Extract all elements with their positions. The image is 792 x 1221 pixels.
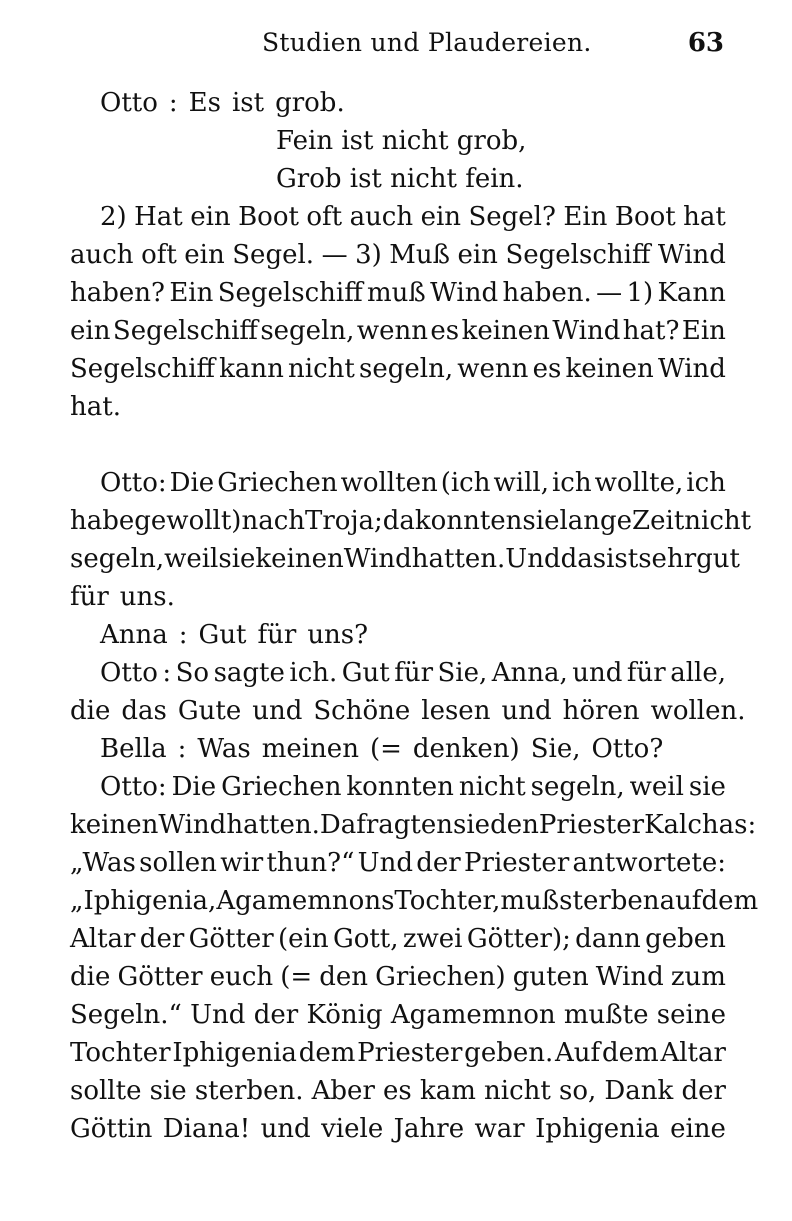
- text-line: [70, 692, 746, 730]
- word: Segel?: [468, 202, 556, 232]
- word: Priester: [464, 848, 570, 878]
- text-line: [70, 274, 726, 312]
- word: Kann: [657, 278, 726, 308]
- word: Hat: [134, 202, 183, 232]
- word: muß: [367, 278, 426, 308]
- word: kam: [419, 1076, 476, 1106]
- word: Sie,: [437, 658, 488, 688]
- text-line: [70, 198, 726, 236]
- word: denken): [412, 734, 520, 764]
- word: —: [596, 278, 623, 308]
- word: Segelschiff: [505, 240, 651, 270]
- word: uns?: [307, 620, 369, 650]
- word: es: [383, 1076, 412, 1106]
- word: keinen: [565, 354, 654, 384]
- word: ich: [551, 468, 592, 498]
- word: wollten: [340, 468, 438, 498]
- word: der: [681, 1076, 726, 1106]
- word: antwortete:: [572, 848, 726, 878]
- text-line: [70, 616, 726, 654]
- word: das: [121, 696, 167, 726]
- page-number: 63: [687, 28, 724, 58]
- text-line: [70, 1034, 726, 1072]
- word: Muß: [389, 240, 450, 270]
- word: viele: [321, 1114, 384, 1144]
- word: oft: [306, 202, 343, 232]
- word: grob.: [275, 88, 345, 118]
- word: weil: [629, 772, 684, 802]
- word: und: [572, 658, 623, 688]
- word: konnten: [346, 772, 454, 802]
- word: seine: [656, 1000, 726, 1030]
- word: nicht: [684, 506, 752, 536]
- word: die: [70, 962, 111, 992]
- word: uns.: [119, 582, 175, 612]
- word: König: [306, 1000, 383, 1030]
- word: Die: [171, 772, 217, 802]
- word: wollte,: [594, 468, 684, 498]
- word: Otto: [100, 88, 158, 118]
- word: Auf: [555, 1038, 601, 1068]
- word: so,: [559, 1076, 597, 1106]
- word: Boot: [238, 202, 299, 232]
- word: oft: [141, 240, 177, 270]
- word: 2): [100, 202, 127, 232]
- word: nicht: [288, 354, 355, 384]
- verse-line: Fein ist nicht grob,: [276, 126, 527, 156]
- text-line: [70, 84, 726, 122]
- word: Otto?: [591, 734, 664, 764]
- word: dem: [701, 886, 759, 916]
- word: Ein: [169, 278, 214, 308]
- word: für: [70, 582, 109, 612]
- word: kann: [219, 354, 284, 384]
- word: weil: [164, 544, 219, 574]
- word: (ein: [278, 924, 329, 954]
- word: Segelschiff: [217, 278, 363, 308]
- word: ein: [190, 202, 231, 232]
- word: Wind: [657, 240, 726, 270]
- word: will,: [493, 468, 549, 498]
- word: dem: [298, 1038, 356, 1068]
- word: Priester: [538, 810, 645, 840]
- word: Ein: [681, 316, 726, 346]
- word: alle,: [670, 658, 726, 688]
- word: haben?: [70, 278, 165, 308]
- text-line: [70, 958, 726, 996]
- word: sollte: [70, 1076, 142, 1106]
- word: hatten.: [226, 810, 320, 840]
- word: zwei: [402, 924, 463, 954]
- word: Und: [505, 544, 561, 574]
- word: Gott,: [332, 924, 399, 954]
- word: Wind: [657, 354, 726, 384]
- word: (=: [280, 962, 313, 992]
- word: Gut: [198, 620, 247, 650]
- word: der: [139, 924, 185, 954]
- word: Griechen): [375, 962, 506, 992]
- word: für: [626, 658, 666, 688]
- word: Gut: [341, 658, 390, 688]
- word: :: [168, 88, 178, 118]
- word: sterben: [559, 886, 660, 916]
- word: Sie,: [530, 734, 581, 764]
- body-text: [70, 84, 759, 1148]
- word: ein: [457, 240, 498, 270]
- word: :: [178, 620, 188, 650]
- word: auch: [349, 202, 414, 232]
- word: Wind: [430, 278, 499, 308]
- word: Aber: [311, 1076, 375, 1106]
- word: segeln,: [530, 772, 625, 802]
- word: den: [490, 810, 539, 840]
- word: Es: [188, 88, 221, 118]
- word: lesen: [421, 696, 491, 726]
- word: dem: [601, 1038, 659, 1068]
- word: die: [70, 696, 111, 726]
- word: und: [252, 696, 303, 726]
- word: es: [430, 316, 460, 346]
- word: Ein: [563, 202, 608, 232]
- word: sie: [218, 544, 256, 574]
- word: Und: [357, 848, 413, 878]
- word: 3): [355, 240, 382, 270]
- word: Agamemnon: [390, 1000, 556, 1030]
- word: wollen.: [650, 696, 746, 726]
- word: keinen: [255, 544, 344, 574]
- word: guten: [512, 962, 589, 992]
- word: Zeit: [632, 506, 685, 536]
- word: Otto:: [100, 468, 167, 498]
- word: Kalchas:: [644, 810, 757, 840]
- text-line: [70, 996, 726, 1034]
- word: lange: [559, 506, 633, 536]
- word: den: [319, 962, 369, 992]
- text-line: [70, 540, 740, 578]
- word: hat?: [622, 316, 680, 346]
- word: :: [162, 658, 172, 688]
- word: eine: [670, 1114, 726, 1144]
- word: hatten.: [411, 544, 506, 574]
- text-line: [70, 578, 726, 616]
- word: wenn: [457, 354, 529, 384]
- text-line: [70, 502, 752, 540]
- word: segeln,: [260, 316, 355, 346]
- word: ich.: [289, 658, 338, 688]
- word: Tochter: [70, 1038, 171, 1068]
- word: sterben.: [194, 1076, 304, 1106]
- text-line: [70, 730, 726, 768]
- word: Iphigenia: [172, 1038, 297, 1068]
- word: der: [416, 848, 461, 878]
- text-line: [70, 1110, 726, 1148]
- word: Griechen: [221, 772, 342, 802]
- word: gut: [696, 544, 740, 574]
- word: Otto: [100, 658, 158, 688]
- word: Schöne: [313, 696, 411, 726]
- word: thun?“: [266, 848, 355, 878]
- word: mußte: [563, 1000, 649, 1030]
- word: So: [175, 658, 210, 688]
- word: es: [532, 354, 562, 384]
- word: :: [177, 734, 187, 764]
- word: Altar: [70, 924, 136, 954]
- word: ein: [184, 240, 225, 270]
- word: sie: [522, 506, 560, 536]
- word: habe: [70, 506, 135, 536]
- text-line: [70, 312, 726, 350]
- word: für: [394, 658, 433, 688]
- word: geben.: [464, 1038, 554, 1068]
- word: —: [321, 240, 348, 270]
- word: fragten: [356, 810, 454, 840]
- text-line: [70, 1072, 726, 1110]
- word: Segelschiff: [112, 316, 258, 346]
- word: Götter: [188, 924, 274, 954]
- word: wenn: [356, 316, 428, 346]
- word: Bella: [100, 734, 167, 764]
- word: (ich: [440, 468, 491, 498]
- word: geben: [645, 924, 726, 954]
- word: 1): [626, 278, 654, 308]
- word: sie: [688, 772, 726, 802]
- word: Troja;: [305, 506, 383, 536]
- word: muß: [500, 886, 560, 916]
- text-line: [70, 806, 757, 844]
- word: sagte: [213, 658, 285, 688]
- text-line: [70, 464, 726, 502]
- verse-line: Grob ist nicht fein.: [276, 164, 524, 194]
- word: Tochter,: [394, 886, 501, 916]
- word: ein: [70, 316, 111, 346]
- word: ist: [606, 544, 639, 574]
- word: Segel.: [232, 240, 315, 270]
- word: Götter: [117, 962, 203, 992]
- word: für: [257, 620, 297, 650]
- word: Griechen: [217, 468, 338, 498]
- word: sie: [149, 1076, 187, 1106]
- word: der: [253, 1000, 299, 1030]
- text-line: [70, 882, 759, 920]
- word: hat: [683, 202, 726, 232]
- word: keinen: [461, 316, 550, 346]
- word: sie: [453, 810, 491, 840]
- word: Diana!: [162, 1114, 251, 1144]
- word: Göttin: [70, 1114, 153, 1144]
- text-line: [70, 388, 726, 426]
- word: euch: [209, 962, 274, 992]
- word: Was: [197, 734, 251, 764]
- word: Altar: [660, 1038, 726, 1068]
- word: Agamemnons: [216, 886, 395, 916]
- word: da: [382, 506, 415, 536]
- word: Wind: [552, 316, 621, 346]
- word: Da: [319, 810, 357, 840]
- word: das: [560, 544, 607, 574]
- running-title: Studien und Plaudereien.: [262, 28, 592, 57]
- text-line: [70, 920, 726, 958]
- word: Anna,: [491, 658, 568, 688]
- word: Jahre: [393, 1114, 465, 1144]
- word: gewollt): [134, 506, 242, 536]
- word: Priester: [357, 1038, 463, 1068]
- word: konnten: [414, 506, 523, 536]
- text-line: [70, 236, 726, 274]
- word: ein: [420, 202, 462, 232]
- word: Wind: [158, 810, 227, 840]
- word: segeln,: [359, 354, 454, 384]
- word: und: [260, 1114, 311, 1144]
- word: hat.: [70, 392, 121, 422]
- word: Iphigenia: [535, 1114, 660, 1144]
- word: Wind: [343, 544, 412, 574]
- word: Dank: [604, 1076, 674, 1106]
- word: Boot: [614, 202, 676, 232]
- word: ist: [231, 88, 265, 118]
- text-line: [70, 768, 726, 806]
- word: Die: [169, 468, 215, 498]
- text-line: [70, 350, 726, 388]
- word: meinen: [261, 734, 359, 764]
- word: sehr: [638, 544, 697, 574]
- word: Segelschiff: [70, 354, 215, 384]
- word: nicht: [484, 1076, 551, 1106]
- word: und: [501, 696, 552, 726]
- word: segeln,: [70, 544, 165, 574]
- text-line: [70, 844, 726, 882]
- text-line: [70, 654, 726, 692]
- word: war: [474, 1114, 525, 1144]
- word: dann: [575, 924, 641, 954]
- word: auch: [70, 240, 134, 270]
- word: auf: [659, 886, 702, 916]
- word: „Iphigenia,: [70, 886, 217, 916]
- word: Anna: [100, 620, 168, 650]
- word: zum: [670, 962, 726, 992]
- word: wir: [220, 848, 264, 878]
- word: Otto:: [100, 772, 167, 802]
- word: Segeln.“: [70, 1000, 182, 1030]
- word: ich: [686, 468, 726, 498]
- word: (=: [369, 734, 402, 764]
- page-header: [0, 28, 792, 68]
- word: Und: [190, 1000, 246, 1030]
- word: Gute: [177, 696, 242, 726]
- word: nach: [241, 506, 306, 536]
- word: hören: [562, 696, 640, 726]
- word: nicht: [458, 772, 526, 802]
- blank-line: [70, 426, 726, 464]
- word: Götter);: [466, 924, 571, 954]
- word: Wind: [595, 962, 664, 992]
- word: „Was: [70, 848, 136, 878]
- word: keinen: [70, 810, 159, 840]
- word: sollen: [139, 848, 217, 878]
- word: haben.: [502, 278, 592, 308]
